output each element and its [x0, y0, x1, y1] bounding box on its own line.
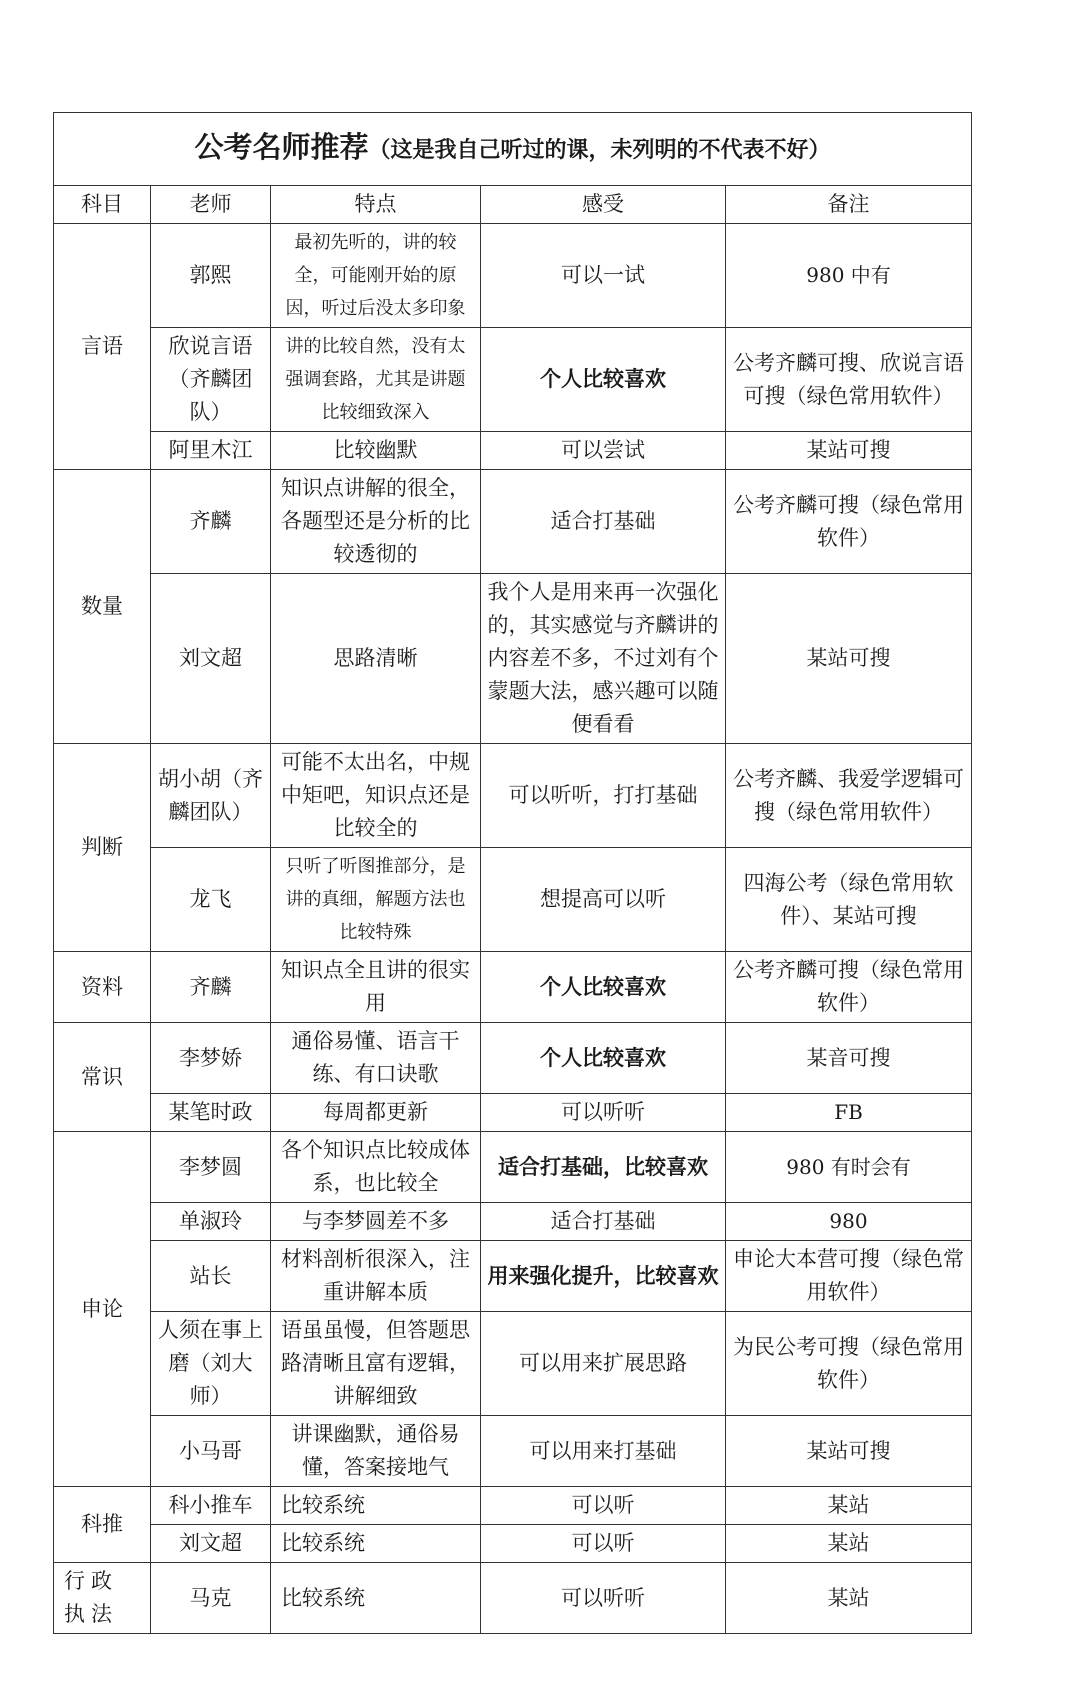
- note-cell: 某站可搜: [726, 432, 972, 470]
- table-row: [54, 1312, 972, 1416]
- teacher-cell: 科小推车: [151, 1487, 271, 1525]
- note-cell: 980 中有: [726, 224, 972, 328]
- note-cell: 980 有时会有: [726, 1132, 972, 1203]
- feature-cell: 只听了听图推部分，是讲的真细，解题方法也比较特殊: [271, 848, 481, 952]
- teacher-cell: 阿里木江: [151, 432, 271, 470]
- feature-cell: 讲的比较自然，没有太强调套路，尤其是讲题比较细致深入: [271, 328, 481, 432]
- feature-cell: 与李梦圆差不多: [271, 1203, 481, 1241]
- teacher-cell: 小马哥: [151, 1416, 271, 1487]
- note-cell: 公考齐麟可搜、欣说言语可搜（绿色常用软件）: [726, 328, 972, 432]
- feeling-cell: 可以用来打基础: [481, 1416, 726, 1487]
- feature-cell: 通俗易懂、语言干练、有口诀歌: [271, 1023, 481, 1094]
- feature-cell: 思路清晰: [271, 574, 481, 744]
- feature-cell: 语虽虽慢，但答题思路清晰且富有逻辑，讲解细致: [271, 1312, 481, 1416]
- note-cell: 某站可搜: [726, 1416, 972, 1487]
- feeling-cell: 想提高可以听: [481, 848, 726, 952]
- teacher-cell: 刘文超: [151, 574, 271, 744]
- teacher-cell: 李梦圆: [151, 1132, 271, 1203]
- feeling-cell: 可以听听，打打基础: [481, 744, 726, 848]
- table-row: [54, 1416, 972, 1487]
- note-cell: 公考齐麟可搜（绿色常用软件）: [726, 470, 972, 574]
- table-row: [54, 848, 972, 952]
- table-row: [54, 1132, 972, 1203]
- title-subtitle: （这是我自己听过的课，未列明的不代表不好）: [368, 138, 831, 163]
- feature-cell: 可能不太出名，中规中矩吧，知识点还是比较全的: [271, 744, 481, 848]
- subject-cell: 资料: [54, 952, 151, 1023]
- note-cell: 公考齐麟、我爱学逻辑可搜（绿色常用软件）: [726, 744, 972, 848]
- header-row: [54, 186, 972, 224]
- teacher-cell: 龙飞: [151, 848, 271, 952]
- feeling-cell: 可以听: [481, 1487, 726, 1525]
- table-row: [54, 952, 972, 1023]
- table-row: [54, 1563, 972, 1634]
- note-cell: 某音可搜: [726, 1023, 972, 1094]
- table-row: [54, 744, 972, 848]
- teacher-cell: 齐麟: [151, 470, 271, 574]
- feeling-cell: 个人比较喜欢: [481, 328, 726, 432]
- note-cell: 为民公考可搜（绿色常用软件）: [726, 1312, 972, 1416]
- subject-cell: 申论: [54, 1132, 151, 1487]
- table-row: [54, 1525, 972, 1563]
- subject-cell: 言语: [54, 224, 151, 470]
- feature-cell: 讲课幽默，通俗易懂，答案接地气: [271, 1416, 481, 1487]
- feature-cell: 每周都更新: [271, 1094, 481, 1132]
- subject-cell: 行政执法: [54, 1563, 151, 1634]
- table-title: [54, 113, 972, 186]
- table-row: [54, 328, 972, 432]
- subject-cell: 科推: [54, 1487, 151, 1563]
- note-cell: 980: [726, 1203, 972, 1241]
- feature-cell: 知识点讲解的很全，各题型还是分析的比较透彻的: [271, 470, 481, 574]
- header-note: 备注: [726, 186, 972, 224]
- teacher-cell: 胡小胡（齐麟团队）: [151, 744, 271, 848]
- feeling-cell: 可以听听: [481, 1094, 726, 1132]
- title-main: 公考名师推荐: [194, 130, 369, 164]
- subject-cell: 判断: [54, 744, 151, 952]
- header-feature: 特点: [271, 186, 481, 224]
- teacher-cell: 马克: [151, 1563, 271, 1634]
- note-cell: 某站可搜: [726, 574, 972, 744]
- feature-cell: 知识点全且讲的很实用: [271, 952, 481, 1023]
- feeling-cell: 用来强化提升，比较喜欢: [481, 1241, 726, 1312]
- teacher-cell: 刘文超: [151, 1525, 271, 1563]
- feeling-cell: 可以一试: [481, 224, 726, 328]
- subject-cell: 常识: [54, 1023, 151, 1132]
- feature-cell: 各个知识点比较成体系，也比较全: [271, 1132, 481, 1203]
- note-cell: 某站: [726, 1487, 972, 1525]
- table-row: [54, 1094, 972, 1132]
- teacher-cell: 郭熙: [151, 224, 271, 328]
- feeling-cell: 我个人是用来再一次强化的，其实感觉与齐麟讲的内容差不多，不过刘有个蒙题大法，感兴趣可以随便看看: [481, 574, 726, 744]
- table-row: [54, 224, 972, 328]
- note-cell: 公考齐麟可搜（绿色常用软件）: [726, 952, 972, 1023]
- teacher-cell: 单淑玲: [151, 1203, 271, 1241]
- feature-cell: 材料剖析很深入，注重讲解本质: [271, 1241, 481, 1312]
- feature-cell: 比较系统: [271, 1563, 481, 1634]
- feature-cell: 比较系统: [271, 1525, 481, 1563]
- table-row: [54, 1203, 972, 1241]
- note-cell: 某站: [726, 1563, 972, 1634]
- feeling-cell: 适合打基础: [481, 1203, 726, 1241]
- teacher-cell: 齐麟: [151, 952, 271, 1023]
- feeling-cell: 适合打基础，比较喜欢: [481, 1132, 726, 1203]
- feeling-cell: 可以听: [481, 1525, 726, 1563]
- table-row: [54, 1023, 972, 1094]
- subject-cell: 数量: [54, 470, 151, 744]
- table-row: [54, 470, 972, 574]
- teacher-cell: 欣说言语（齐麟团队）: [151, 328, 271, 432]
- note-cell: 四海公考（绿色常用软件）、某站可搜: [726, 848, 972, 952]
- feature-cell: 最初先听的，讲的较全，可能刚开始的原因，听过后没太多印象: [271, 224, 481, 328]
- feature-cell: 比较系统: [271, 1487, 481, 1525]
- teacher-cell: 站长: [151, 1241, 271, 1312]
- feeling-cell: 个人比较喜欢: [481, 952, 726, 1023]
- title-row: [54, 113, 972, 186]
- table-row: [54, 1241, 972, 1312]
- recommendation-table: [53, 112, 972, 1634]
- feeling-cell: 个人比较喜欢: [481, 1023, 726, 1094]
- header-feeling: 感受: [481, 186, 726, 224]
- header-teacher: 老师: [151, 186, 271, 224]
- note-cell: FB: [726, 1094, 972, 1132]
- feeling-cell: 可以听听: [481, 1563, 726, 1634]
- header-subject: 科目: [54, 186, 151, 224]
- feature-cell: 比较幽默: [271, 432, 481, 470]
- table-row: [54, 1487, 972, 1525]
- table-row: [54, 574, 972, 744]
- feeling-cell: 可以尝试: [481, 432, 726, 470]
- feeling-cell: 可以用来扩展思路: [481, 1312, 726, 1416]
- teacher-cell: 某笔时政: [151, 1094, 271, 1132]
- table-row: [54, 432, 972, 470]
- teacher-cell: 李梦娇: [151, 1023, 271, 1094]
- note-cell: 某站: [726, 1525, 972, 1563]
- note-cell: 申论大本营可搜（绿色常用软件）: [726, 1241, 972, 1312]
- feeling-cell: 适合打基础: [481, 470, 726, 574]
- teacher-cell: 人须在事上磨（刘大师）: [151, 1312, 271, 1416]
